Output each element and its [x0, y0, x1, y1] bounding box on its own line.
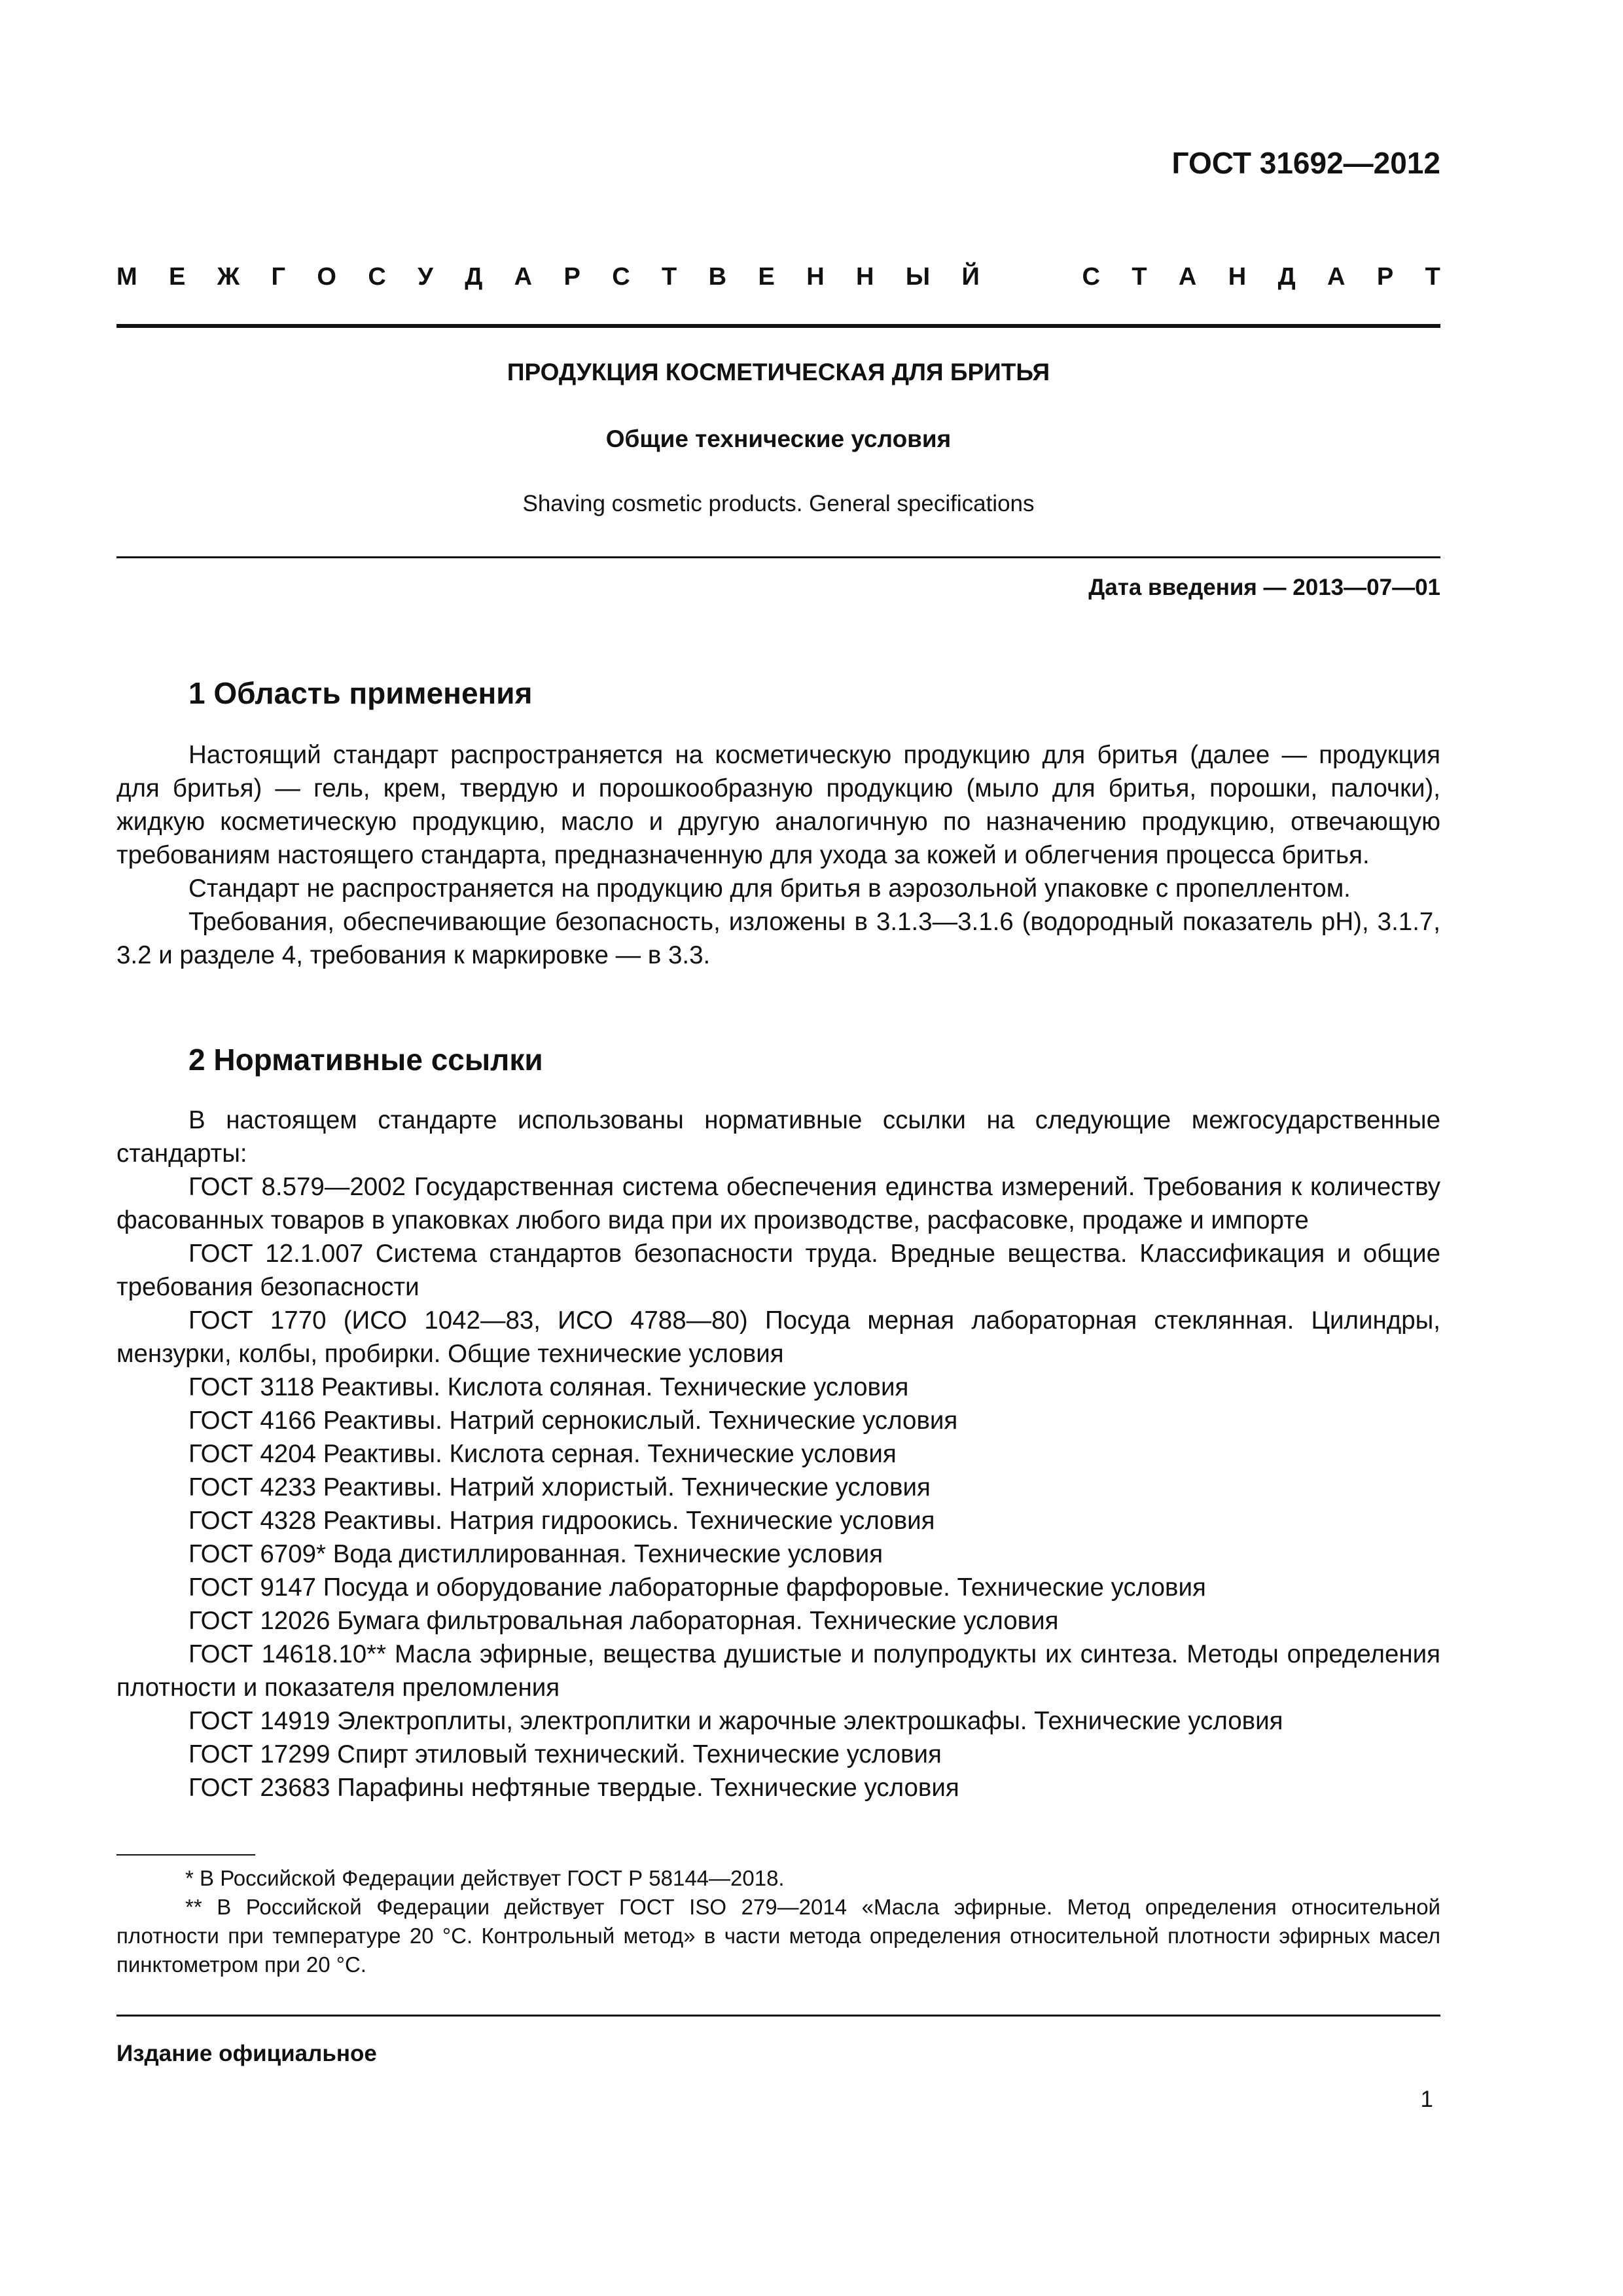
reference-item: ГОСТ 14919 Электроплиты, электроплитки и жарочные электрошкафы. Технические условия: [188, 1707, 1283, 1735]
heading-letter: Р: [1376, 263, 1394, 291]
heading-letter: А: [514, 263, 533, 291]
paragraph: Стандарт не распространяется на продукцию для бритья в аэрозольной упаковке с пропеллентом.: [188, 874, 1351, 903]
heading-letter: Ж: [217, 263, 240, 291]
heading-letter: Р: [563, 263, 580, 291]
heading-letter: Ы: [905, 263, 931, 291]
footnotes: [116, 1864, 1440, 1979]
section-2-body: [116, 1103, 1440, 1804]
page-number: 1: [1420, 2087, 1433, 2112]
section-2-heading: 2 Нормативные ссылки: [188, 1043, 543, 1077]
document-number: ГОСТ 31692—2012: [1171, 146, 1440, 180]
footnote: * В Российской Федерации действует ГОСТ Р 58144—2018.: [185, 1866, 785, 1890]
heading-letter: Т: [1425, 263, 1440, 291]
heading-letter: О: [317, 263, 336, 291]
reference-item: ГОСТ 1770 (ИСО 1042—83, ИСО 4788—80) Посуда мерная лабораторная стеклянная. Цилиндры, мензурки, колбы, пробирки. Общие технические условия: [116, 1306, 1440, 1368]
edition-label: Издание официальное: [116, 2041, 377, 2066]
reference-item: ГОСТ 9147 Посуда и оборудование лабораторные фарфоровые. Технические условия: [188, 1573, 1206, 1602]
paragraph: Требования, обеспечивающие безопасность, изложены в 3.1.3—3.1.6 (водородный показатель pH), 3.1.7, 3.2 и разделе 4, требования к маркировке — в 3.3.: [116, 908, 1440, 969]
heading-letter: Е: [758, 263, 775, 291]
reference-item: ГОСТ 12.1.007 Система стандартов безопасности труда. Вредные вещества. Классификация и общие требования безопасности: [116, 1240, 1440, 1301]
heading-letter: Н: [1228, 263, 1247, 291]
heading-letter: Т: [662, 263, 677, 291]
reference-item: ГОСТ 4233 Реактивы. Натрий хлористый. Технические условия: [188, 1473, 931, 1501]
heading-letter: С: [1082, 263, 1100, 291]
heading-letter: Н: [856, 263, 874, 291]
heading-letter: С: [368, 263, 386, 291]
heading-letter: С: [612, 263, 630, 291]
reference-item: ГОСТ 8.579—2002 Государственная система обеспечения единства измерений. Требования к количеству фасованных товаров в упаковках любого вида при их производстве, расфасовке, продаже и импорте: [116, 1173, 1440, 1234]
reference-item: ГОСТ 17299 Спирт этиловый технический. Технические условия: [188, 1740, 942, 1768]
heading-letter: Н: [806, 263, 825, 291]
title-divider: [116, 556, 1440, 558]
footnote-separator: [116, 1854, 255, 1856]
heading-letter: М: [116, 263, 137, 291]
heading-letter: Й: [961, 263, 980, 291]
introduction-date: Дата введения — 2013—07—01: [1088, 575, 1440, 600]
heading-letter: Е: [169, 263, 186, 291]
heading-letter: А: [1327, 263, 1346, 291]
reference-item: ГОСТ 14618.10** Масла эфирные, вещества душистые и полупродукты их синтеза. Методы определения плотности и показателя преломления: [116, 1640, 1440, 1702]
reference-item: ГОСТ 4204 Реактивы. Кислота серная. Технические условия: [188, 1440, 897, 1468]
section-1-heading: 1 Область применения: [188, 676, 533, 710]
heading-letter: В: [708, 263, 727, 291]
heading-letter: Т: [1132, 263, 1147, 291]
reference-item: ГОСТ 6709* Вода дистиллированная. Технические условия: [188, 1540, 883, 1568]
paragraph: В настоящем стандарте использованы нормативные ссылки на следующие межгосударственные стандарты:: [116, 1106, 1440, 1168]
paragraph: Настоящий стандарт распространяется на косметическую продукцию для бритья (далее — продукция для бритья) — гель, крем, твердую и порошкообразную продукцию (мыло для бритья, порошки, палочки), жидкую косметическую продукцию, масло и другую аналогичную по назначению продукцию, отвечающую требованиям настоящего стандарта, предназначенную для ухода за кожей и облегчения процесса бритья.: [116, 741, 1440, 869]
header-divider: [116, 324, 1440, 328]
reference-item: ГОСТ 12026 Бумага фильтровальная лабораторная. Технические условия: [188, 1607, 1059, 1635]
footer-divider: [116, 2015, 1440, 2017]
interstate-standard-heading: [116, 263, 1440, 291]
heading-letter: Д: [465, 263, 483, 291]
section-1-body: [116, 738, 1440, 972]
heading-letter: А: [1178, 263, 1197, 291]
heading-letter: Г: [271, 263, 286, 291]
reference-item: ГОСТ 3118 Реактивы. Кислота соляная. Технические условия: [188, 1373, 909, 1401]
heading-letter: У: [418, 263, 433, 291]
heading-letter: Д: [1277, 263, 1296, 291]
document-title: ПРОДУКЦИЯ КОСМЕТИЧЕСКАЯ ДЛЯ БРИТЬЯ: [507, 359, 1050, 386]
reference-item: ГОСТ 4166 Реактивы. Натрий сернокислый. Технические условия: [188, 1407, 958, 1435]
english-title: Shaving cosmetic products. General specifications: [522, 491, 1035, 516]
footnote: ** В Российской Федерации действует ГОСТ ISO 279—2014 «Масла эфирные. Метод определения относительной плотности при температуре 20 °С. Контрольный метод» в части метода определения относительной плотности эфирных масел пинктометром при 20 °С.: [116, 1895, 1440, 1977]
document-subtitle: Общие технические условия: [605, 425, 952, 452]
reference-item: ГОСТ 23683 Парафины нефтяные твердые. Технические условия: [188, 1774, 959, 1802]
word-gap: [1011, 263, 1050, 291]
reference-item: ГОСТ 4328 Реактивы. Натрия гидроокись. Технические условия: [188, 1507, 935, 1535]
